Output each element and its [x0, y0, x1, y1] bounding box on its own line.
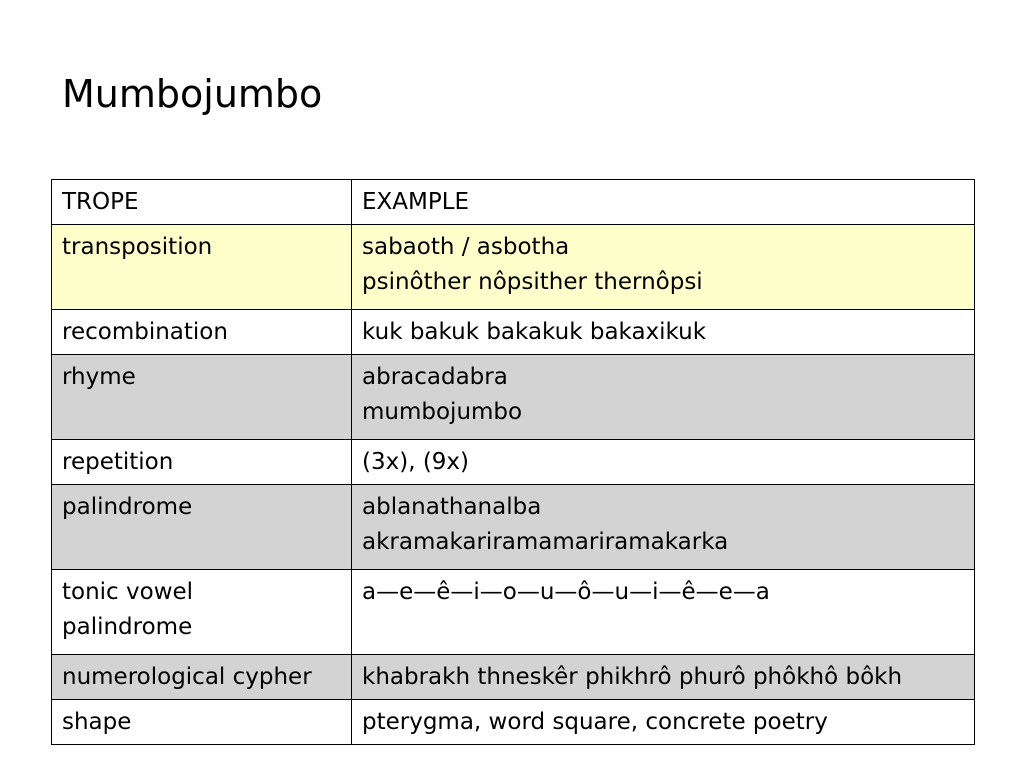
trope-text: transposition	[62, 234, 213, 260]
slide-title: Mumbojumbo	[62, 72, 323, 116]
trope-text: tonic vowel	[62, 579, 194, 605]
trope-cell	[52, 700, 352, 745]
table-row	[52, 655, 975, 700]
table-row	[52, 485, 975, 570]
trope-text: numerological cypher	[62, 664, 312, 690]
table-row	[52, 570, 975, 655]
trope-text: palindrome	[62, 494, 193, 520]
example-text: a—e—ê—i—o—u—ô—u—i—ê—e—a	[362, 579, 770, 605]
trope-text: repetition	[62, 449, 174, 475]
example-text: khabrakh thneskêr phikhrô phurô phôkhô bôkh	[362, 664, 903, 690]
example-text: pterygma, word square, concrete poetry	[362, 709, 828, 735]
trope-cell	[52, 310, 352, 355]
example-cell	[352, 310, 975, 355]
trope-cell	[52, 485, 352, 570]
trope-cell	[52, 355, 352, 440]
trope-cell	[52, 570, 352, 655]
trope-cell	[52, 655, 352, 700]
table-row	[52, 310, 975, 355]
example-text: ablanathanalba	[362, 494, 542, 520]
table-row	[52, 440, 975, 485]
example-text: kuk bakuk bakakuk bakaxikuk	[362, 319, 707, 345]
trope-cell	[52, 225, 352, 310]
table-row	[52, 225, 975, 310]
example-text: sabaoth / asbotha	[362, 234, 570, 260]
header-trope: TROPE	[52, 180, 352, 225]
example-cell	[352, 355, 975, 440]
trope-table	[51, 179, 975, 745]
example-text: mumbojumbo	[362, 399, 523, 425]
table-header-row	[52, 180, 975, 225]
trope-text: rhyme	[62, 364, 136, 390]
example-text: psinôther nôpsither thernôpsi	[362, 269, 703, 295]
trope-text: palindrome	[62, 614, 193, 640]
example-cell	[352, 440, 975, 485]
example-cell	[352, 485, 975, 570]
example-cell	[352, 700, 975, 745]
table-row	[52, 700, 975, 745]
header-example: EXAMPLE	[352, 180, 975, 225]
trope-text: recombination	[62, 319, 228, 345]
trope-cell	[52, 440, 352, 485]
example-cell	[352, 655, 975, 700]
table-row	[52, 355, 975, 440]
trope-text: shape	[62, 709, 132, 735]
example-text: (3x), (9x)	[362, 449, 470, 475]
example-text: abracadabra	[362, 364, 508, 390]
example-cell	[352, 570, 975, 655]
example-text: akramakariramamariramakarka	[362, 529, 729, 555]
example-cell	[352, 225, 975, 310]
